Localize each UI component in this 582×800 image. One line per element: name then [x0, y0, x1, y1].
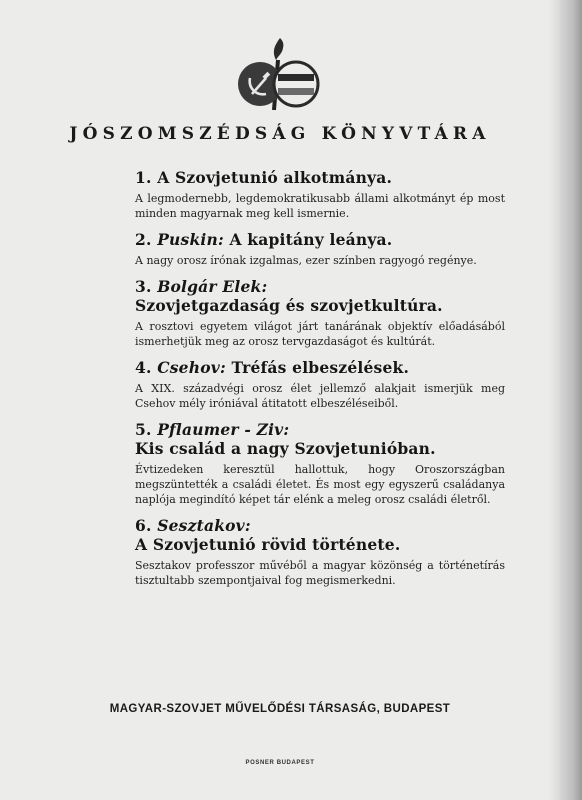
book-title: A Szovjetunió alkotmánya. [157, 168, 393, 187]
book-number: 5. [135, 420, 152, 439]
book-description: A XIX. századvégi orosz élet jellemző alakjait ismerjük meg Csehov mély iróniával átitatott elbeszéléseiből. [135, 382, 505, 410]
cover-edge [560, 0, 582, 800]
book-author: Csehov: [157, 358, 226, 377]
book-author: Pflaumer - Ziv: [157, 420, 290, 439]
book-author: Puskin: [157, 230, 224, 249]
book-heading [135, 277, 505, 315]
series-title: JÓSZOMSZÉDSÁG KÖNYVTÁRA [69, 124, 491, 144]
book-heading [135, 358, 505, 377]
book-description: Évtizedeken keresztül hallottuk, hogy Oroszországban megszüntették a családi életet. És most egy egyszerű családanya naplója megindító képet tár elénk a meleg orosz családi életről. [135, 463, 505, 506]
book-title: Kis család a nagy Szovjetunióban. [135, 439, 436, 458]
page-shadow [548, 0, 560, 800]
book-heading [135, 516, 505, 554]
book-entry [135, 420, 505, 507]
book-entry [135, 358, 505, 411]
book-number: 1. [135, 168, 152, 187]
book-number: 6. [135, 516, 152, 535]
book-author: Bolgár Elek: [157, 277, 268, 296]
book-list [135, 168, 505, 597]
book-number: 2. [135, 230, 152, 249]
publisher-name: MAGYAR-SZOVJET MŰVELŐDÉSI TÁRSASÁG, BUDAPEST [109, 703, 451, 715]
torch-hammer-sickle-emblem-icon [228, 36, 328, 112]
book-entry [135, 516, 505, 588]
book-number: 3. [135, 277, 152, 296]
book-entry [135, 277, 505, 349]
book-author: Sesztakov: [157, 516, 251, 535]
book-entry [135, 168, 505, 221]
book-description: A nagy orosz írónak izgalmas, ezer színben ragyogó regénye. [135, 254, 477, 267]
book-title: A kapitány leánya. [229, 230, 393, 249]
printer-name: POSNER BUDAPEST [245, 760, 315, 766]
book-number: 4. [135, 358, 152, 377]
book-description: A legmodernebb, legdemokratikusabb állami alkotmányt ép most minden magyarnak meg kell ismernie. [135, 192, 505, 220]
book-heading [135, 420, 505, 458]
book-entry [135, 230, 505, 268]
book-title: A Szovjetunió rövid története. [135, 535, 401, 554]
book-description: Sesztakov professzor művéből a magyar közönség a történetírás tisztultabb szempontjaival fog megismerkedni. [135, 559, 505, 587]
book-description: A rosztovi egyetem világot járt tanárának objektív előadásából ismerhetjük meg az orosz tervgazdaságot és kultúrát. [135, 320, 505, 348]
book-title: Tréfás elbeszélések. [231, 358, 410, 377]
book-title: Szovjetgazdaság és szovjetkultúra. [135, 296, 443, 315]
book-heading [135, 230, 505, 249]
book-heading [135, 168, 505, 187]
